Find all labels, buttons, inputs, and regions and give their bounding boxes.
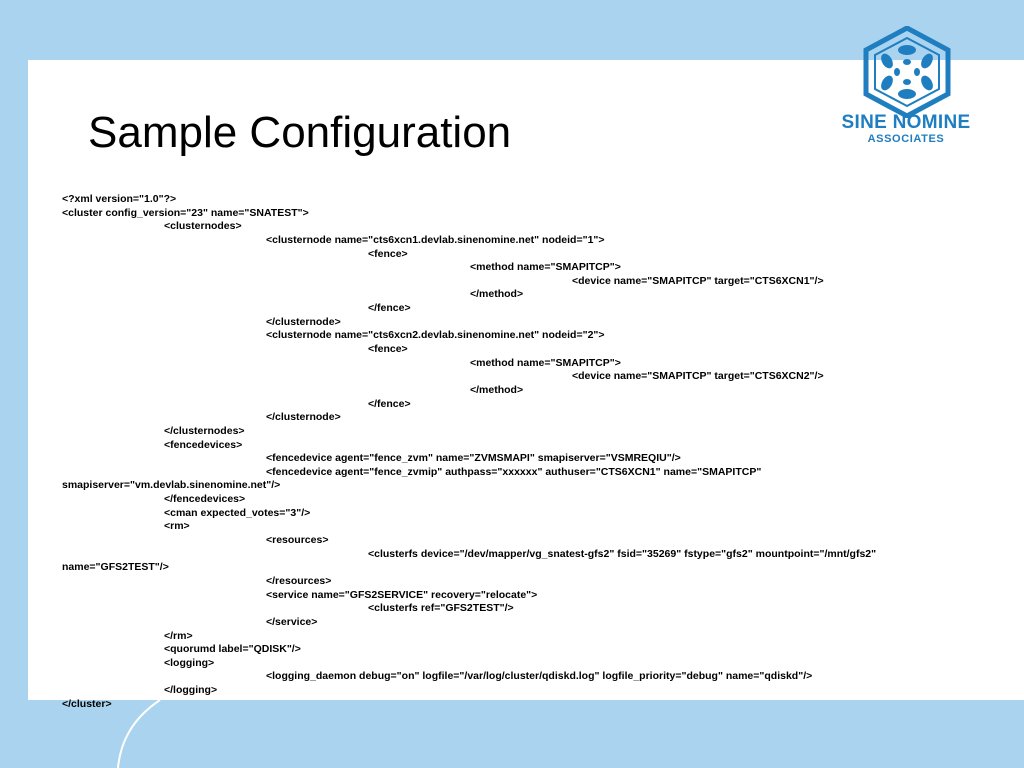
config-line: <cluster config_version="23" name="SNATEST"> xyxy=(62,206,309,219)
config-line: <clusternode name="cts6xcn1.devlab.sinenomine.net" nodeid="1"> xyxy=(266,233,605,246)
config-line: name="GFS2TEST"/> xyxy=(62,561,169,574)
config-line: </cluster> xyxy=(62,697,112,710)
config-line: </method> xyxy=(470,288,524,301)
config-line: <fence> xyxy=(368,247,408,260)
config-line: <resources> xyxy=(266,534,329,547)
config-line: <service name="GFS2SERVICE" recovery="relocate"> xyxy=(266,588,538,601)
config-line: <logging_daemon debug="on" logfile="/var/log/cluster/qdiskd.log" logfile_priority="debug" name="qdiskd"/> xyxy=(266,670,813,683)
config-line: </clusternodes> xyxy=(164,424,245,437)
logo-company-name: SINE NOMINE xyxy=(841,112,971,133)
config-line: <device name="SMAPITCP" target="CTS6XCN2"/> xyxy=(572,370,824,383)
config-line: </service> xyxy=(266,615,318,628)
config-line: <fence> xyxy=(368,343,408,356)
config-line: <quorumd label="QDISK"/> xyxy=(164,643,301,656)
config-line: </logging> xyxy=(164,684,218,697)
config-line: <rm> xyxy=(164,520,190,533)
config-line: <logging> xyxy=(164,656,215,669)
config-line: </clusternode> xyxy=(266,411,341,424)
config-xml-listing xyxy=(62,193,962,711)
config-line: <cman expected_votes="3"/> xyxy=(164,506,311,519)
config-line: </method> xyxy=(470,383,524,396)
logo-company-subtitle: ASSOCIATES xyxy=(867,133,945,145)
company-logo xyxy=(818,26,994,156)
config-line: <device name="SMAPITCP" target="CTS6XCN1"/> xyxy=(572,274,824,287)
config-line: <clusterfs ref="GFS2TEST"/> xyxy=(368,602,514,615)
config-line: </fence> xyxy=(368,397,411,410)
config-line: <clusternodes> xyxy=(164,220,242,233)
config-line: </fencedevices> xyxy=(164,493,246,506)
hexagon-logo-icon xyxy=(860,26,954,118)
config-line: <fencedevice agent="fence_zvm" name="ZVMSMAPI" smapiserver="VSMREQIU"/> xyxy=(266,452,681,465)
config-line: <method name="SMAPITCP"> xyxy=(470,356,621,369)
config-line: <clusterfs device="/dev/mapper/vg_snatest-gfs2" fsid="35269" fstype="gfs2" mountpoint="/mnt/gfs2" xyxy=(368,547,877,560)
config-line: <?xml version="1.0"?> xyxy=(62,193,177,205)
config-line: </clusternode> xyxy=(266,315,341,328)
slide-title: Sample Configuration xyxy=(88,108,512,157)
config-line: smapiserver="vm.devlab.sinenomine.net"/> xyxy=(62,479,281,492)
config-line: </fence> xyxy=(368,302,411,315)
config-line: <clusternode name="cts6xcn2.devlab.sinenomine.net" nodeid="2"> xyxy=(266,329,605,342)
config-line: <fencedevices> xyxy=(164,438,243,451)
config-line: <fencedevice agent="fence_zvmip" authpass="xxxxxx" authuser="CTS6XCN1" name="SMAPITCP" xyxy=(266,465,762,478)
config-line: </rm> xyxy=(164,629,193,642)
config-line: <method name="SMAPITCP"> xyxy=(470,261,621,274)
config-line: </resources> xyxy=(266,574,332,587)
